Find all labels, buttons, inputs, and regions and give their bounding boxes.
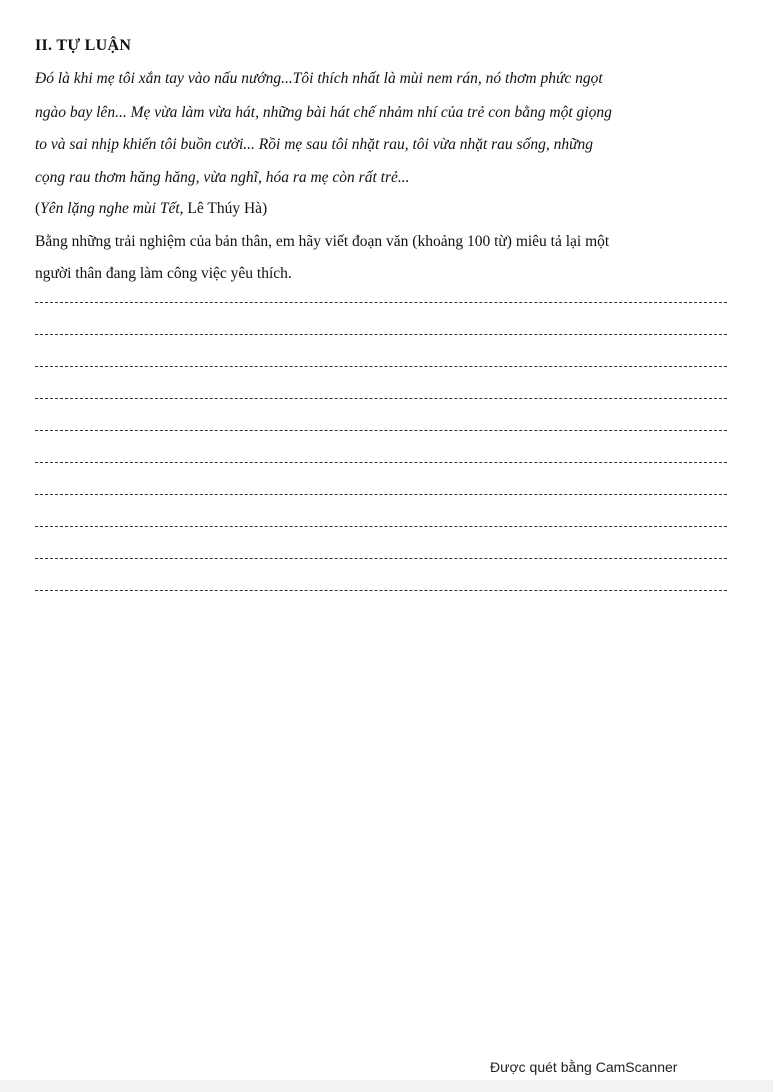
answer-line[interactable] [35,398,727,399]
answer-line[interactable] [35,462,727,463]
excerpt-source [35,200,267,218]
source-title: Yên lặng nghe mùi Tết [40,200,180,217]
excerpt-line-3: to và sai nhịp khiến tôi buồn cười... Rồi mẹ sau tôi nhặt rau, tôi vừa nhặt rau sống, những [35,136,594,153]
source-open-paren: ( [35,200,41,217]
prompt-line-1: Bằng những trải nghiệm của bản thân, em hãy viết đoạn văn (khoảng 100 từ) miêu tả lại một [35,233,610,250]
answer-line[interactable] [35,334,727,335]
section-title: II. TỰ LUẬN [35,37,132,54]
answer-line[interactable] [35,590,727,591]
excerpt-line-2: ngào bay lên... Mẹ vừa làm vừa hát, những bài hát chế nhảm nhí của trẻ con bằng một giọng [35,104,612,121]
excerpt-line-1: Đó là khi mẹ tôi xắn tay vào nấu nướng...Tôi thích nhất là mùi nem rán, nó thơm phức ngọt [35,70,603,87]
page-bottom-edge [0,1080,773,1092]
scanner-watermark: Được quét bằng CamScanner [490,1059,678,1075]
answer-lines [35,302,727,622]
source-author: , Lê Thúy Hà) [179,200,268,217]
answer-line[interactable] [35,430,727,431]
answer-line[interactable] [35,526,727,527]
answer-line[interactable] [35,558,727,559]
answer-line[interactable] [35,494,727,495]
answer-line[interactable] [35,302,727,303]
prompt-line-2: người thân đang làm công việc yêu thích. [35,265,292,282]
answer-line[interactable] [35,366,727,367]
excerpt-line-4: cọng rau thơm hăng hăng, vừa nghĩ, hóa ra mẹ còn rất trẻ... [35,169,410,186]
